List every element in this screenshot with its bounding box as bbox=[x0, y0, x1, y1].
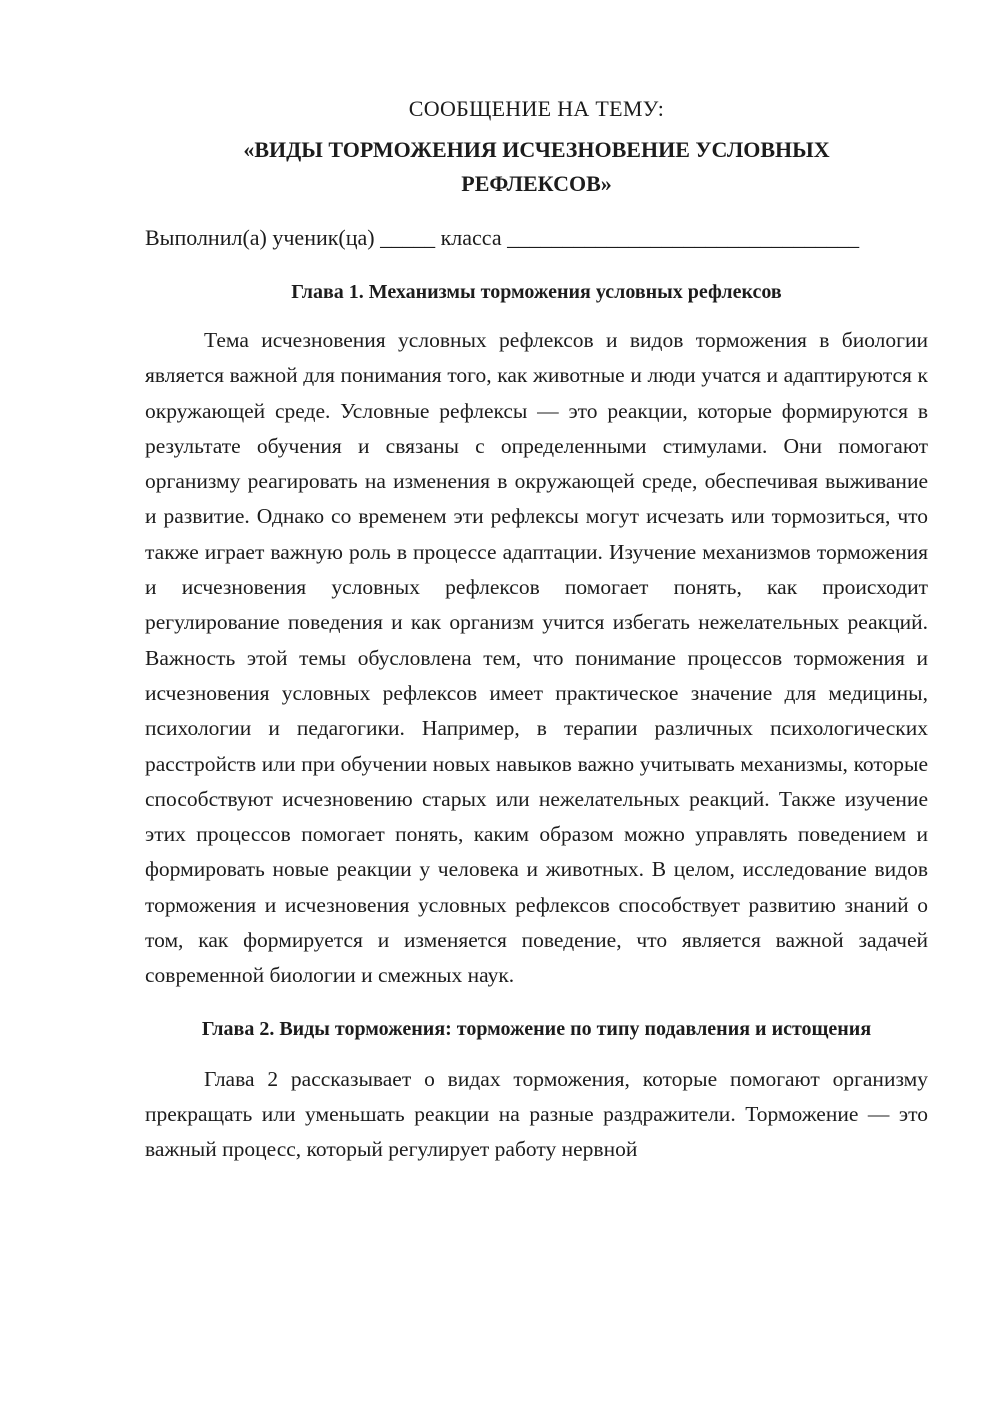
document-title bbox=[145, 133, 928, 201]
chapter-1-title: Глава 1. Механизмы торможения условных рефлексов bbox=[291, 281, 782, 303]
chapter-2-title: Глава 2. Виды торможения: торможение по типу подавления и истощения bbox=[201, 1017, 872, 1040]
author-line: Выполнил(а) ученик(ца) _____ класса ________________________________ bbox=[145, 225, 860, 250]
document-title-line-2: РЕФЛЕКСОВ» bbox=[461, 171, 612, 196]
chapter-1-paragraph: Тема исчезновения условных рефлексов и видов торможения в биологии является важной для понимания того, как животные и люди учатся и адаптируются к окружающей среде. Условные рефлексы — это реакции, которые формируются в результате обучения и связаны с определенными стимулами. Они помогают организму реагировать на изменения в окружающей среде, обеспечивая выживание и развитие. Однако со временем эти рефлексы могут исчезать или тормозиться, что также играет важную роль в процессе адаптации. Изучение механизмов торможения и исчезновения условных рефлексов помогает понять, как происходит регулирование поведения и как организм учится избегать нежелательных реакций. Важность этой темы обусловлена тем, что понимание процессов торможения и исчезновения условных рефлексов имеет практическое значение для медицины, психологии и педагогики. Например, в терапии различных психологических расстройств или при обучении новых навыков важно учитывать механизмы, которые способствуют исчезновению старых или нежелательных реакций. Также изучение этих процессов помогает понять, каким образом можно управлять поведением и формировать новые реакции у человека и животных. В целом, исследование видов торможения и исчезновения условных рефлексов способствует развитию знаний о том, как формируется и изменяется поведение, что является важной задачей современной биологии и смежных наук. bbox=[145, 328, 928, 988]
document-title-line-1: «ВИДЫ ТОРМОЖЕНИЯ ИСЧЕЗНОВЕНИЕ УСЛОВНЫХ bbox=[243, 137, 830, 162]
document-heading: СООБЩЕНИЕ НА ТЕМУ: bbox=[408, 96, 665, 121]
document-page bbox=[145, 92, 928, 1168]
chapter-2-paragraph: Глава 2 рассказывает о видах торможения, которые помогают организму прекращать или уменьшать реакции на разные раздражители. Торможение — это важный процесс, который регулирует работу нервной bbox=[145, 1066, 928, 1162]
